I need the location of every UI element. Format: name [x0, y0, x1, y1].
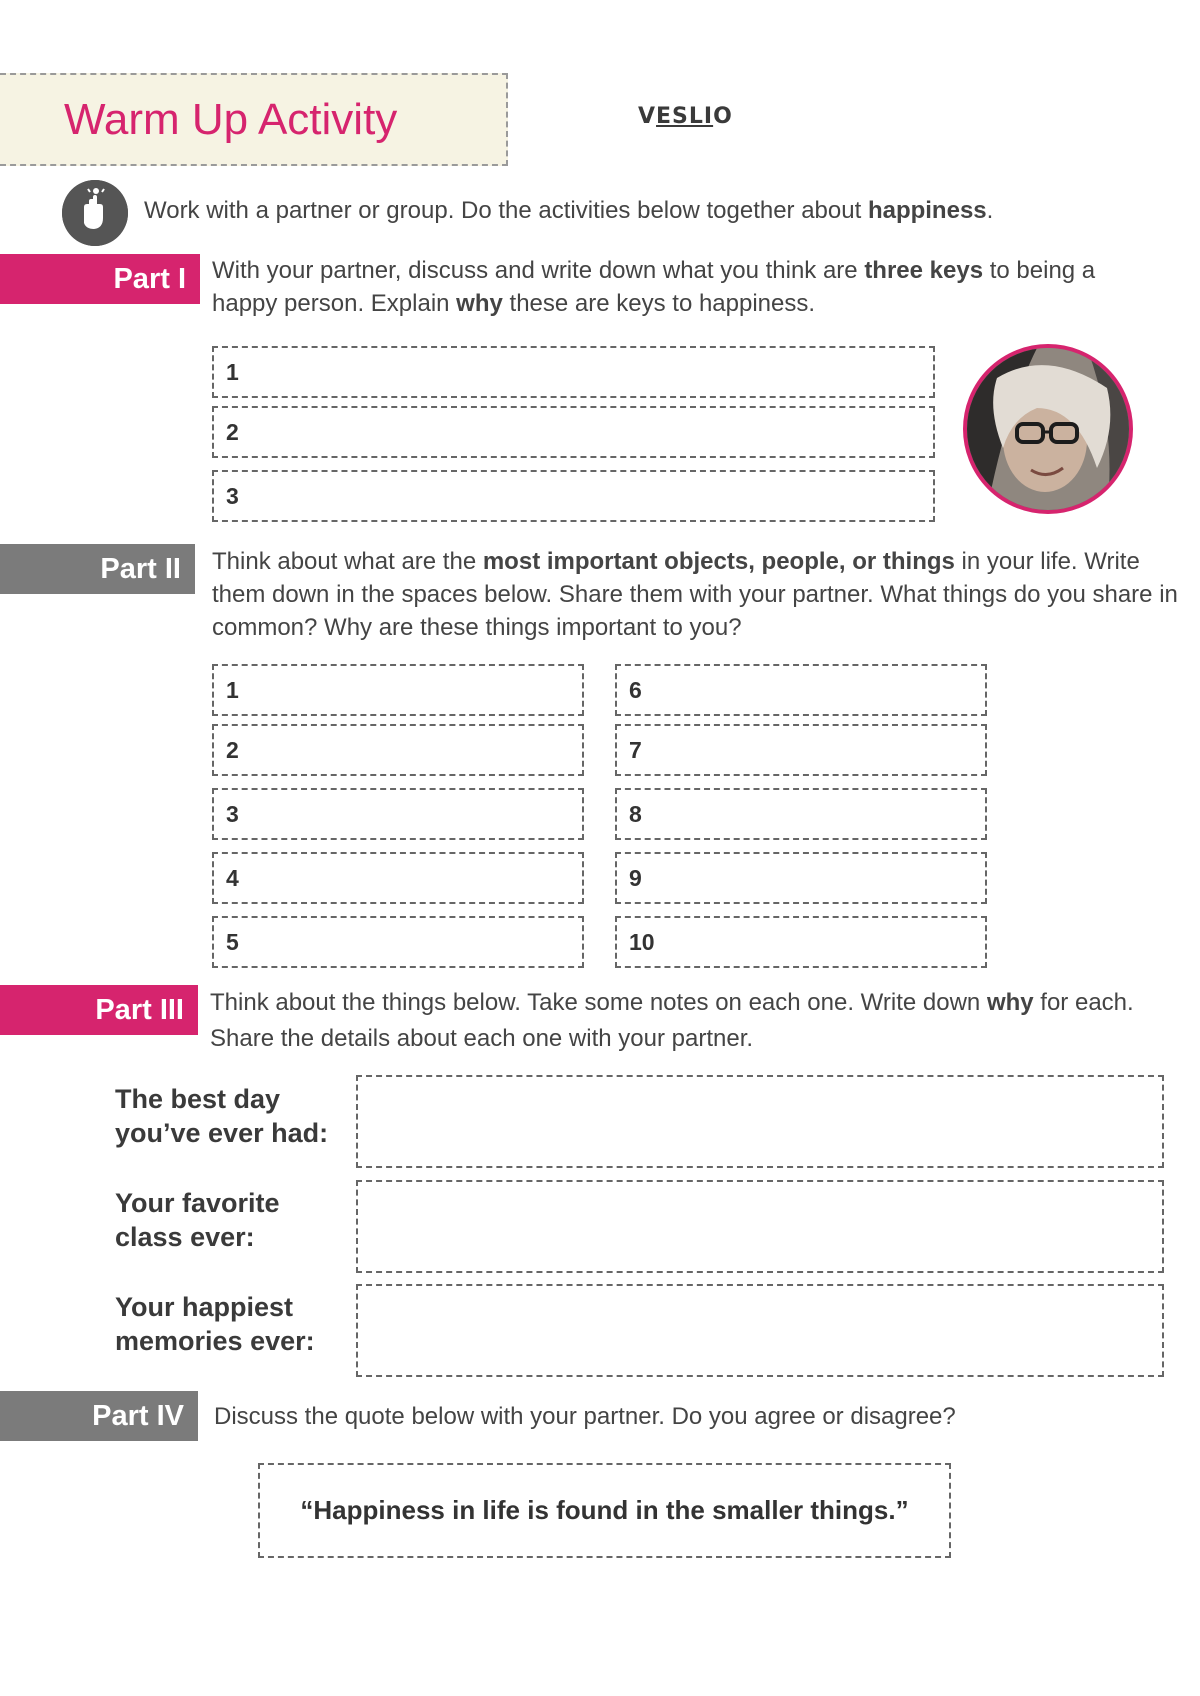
veslio-logo: VESLIO: [638, 104, 733, 129]
answer-box-part2-2[interactable]: 2: [212, 724, 584, 776]
title-banner: [0, 73, 508, 166]
answer-box-part2-5[interactable]: 5: [212, 916, 584, 968]
woman-photo: [963, 344, 1133, 514]
notes-box-favorite-class[interactable]: [356, 1180, 1164, 1273]
part-3-label: Part III: [0, 985, 198, 1035]
answer-box-part2-4[interactable]: 4: [212, 852, 584, 904]
prompt-best-day: The best day you’ve ever had:: [115, 1084, 329, 1148]
idea-hand-icon: [62, 180, 128, 246]
answer-box-part2-9[interactable]: 9: [615, 852, 987, 904]
answer-box-part2-3[interactable]: 3: [212, 788, 584, 840]
intro-instruction: Work with a partner or group. Do the activities below together about happiness.: [144, 197, 994, 224]
part-2-label: Part II: [0, 544, 195, 594]
notes-box-best-day[interactable]: [356, 1075, 1164, 1168]
part-2-instruction: Think about what are the most important objects, people, or things in your life. Write them down in the spaces below. Share them with your partner. What things do you share in common? Why are these things important to you?: [212, 548, 1178, 641]
answer-box-part2-1[interactable]: 1: [212, 664, 584, 716]
answer-box-part2-10[interactable]: 10: [615, 916, 987, 968]
answer-box-part2-6[interactable]: 6: [615, 664, 987, 716]
answer-box-part2-7[interactable]: 7: [615, 724, 987, 776]
answer-box-part2-8[interactable]: 8: [615, 788, 987, 840]
page-title: Warm Up Activity: [64, 95, 398, 144]
prompt-happiest-memories: Your happiest memories ever:: [115, 1292, 315, 1356]
part-1-instruction: With your partner, discuss and write down what you think are three keys to being a happy person. Explain why these are keys to happiness.: [212, 257, 1096, 317]
answer-box-part1-1[interactable]: 1: [212, 346, 935, 398]
notes-box-happiest-memories[interactable]: [356, 1284, 1164, 1377]
quote-text: “Happiness in life is found in the smaller things.”: [300, 1495, 909, 1525]
prompt-favorite-class: Your favorite class ever:: [115, 1188, 280, 1252]
part-4-instruction: Discuss the quote below with your partner. Do you agree or disagree?: [214, 1403, 956, 1430]
answer-box-part1-3[interactable]: 3: [212, 470, 935, 522]
part-1-label: Part I: [0, 254, 200, 304]
part-4-label: Part IV: [0, 1391, 198, 1441]
part-3-instruction: Think about the things below. Take some notes on each one. Write down why for each. Share the details about each one with your partner.: [210, 989, 1134, 1052]
answer-box-part1-2[interactable]: 2: [212, 406, 935, 458]
quote-box: [258, 1463, 951, 1558]
